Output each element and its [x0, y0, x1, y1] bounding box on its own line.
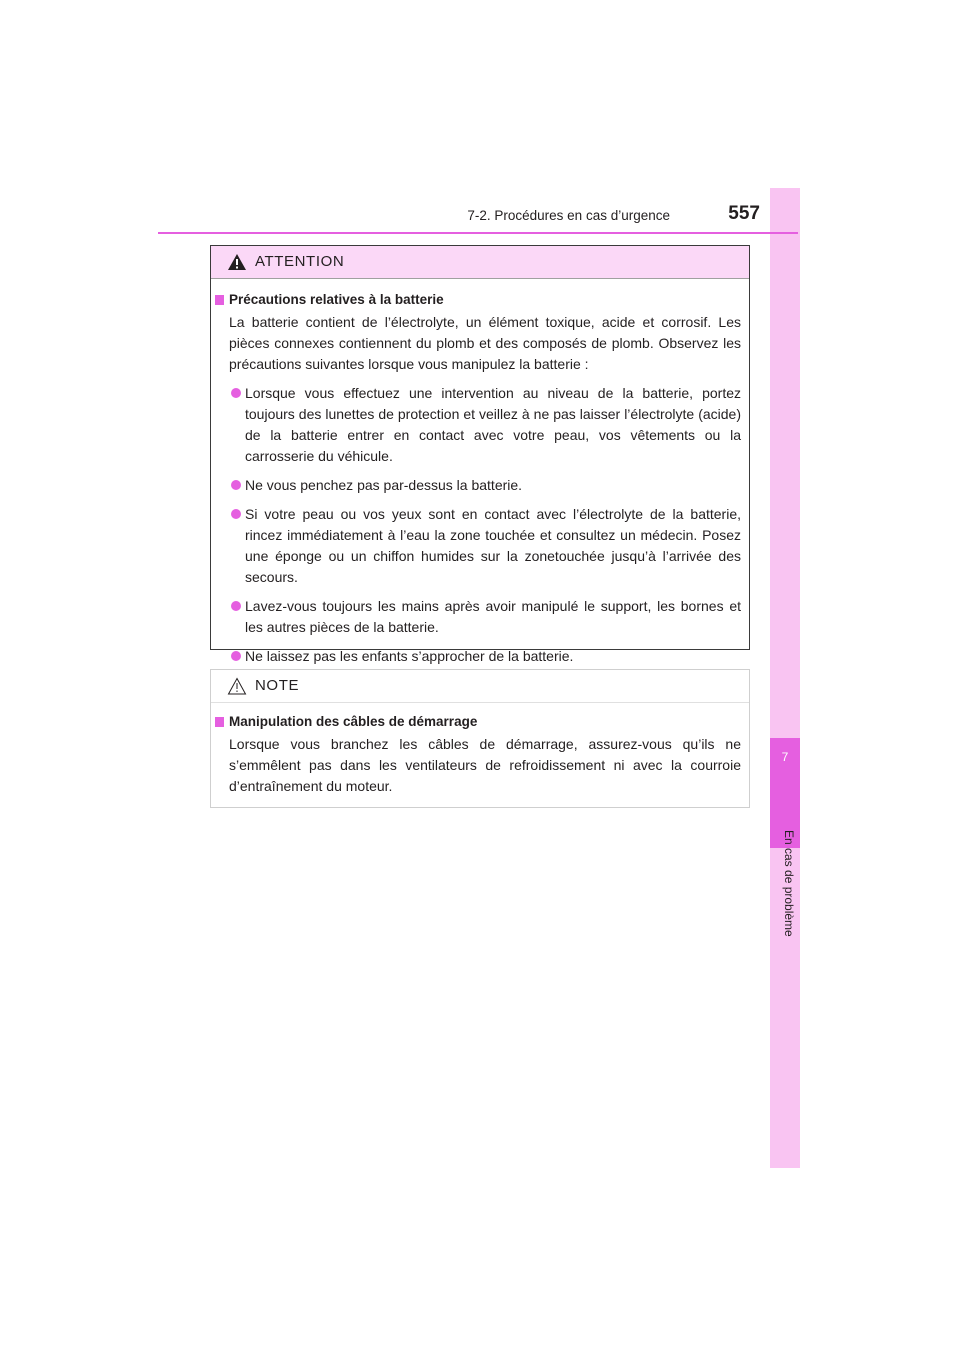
header-rule: [158, 232, 798, 234]
warning-box: [210, 245, 750, 664]
warning-triangle-icon: [227, 253, 247, 271]
page-number: 557: [728, 203, 760, 224]
warning-bullet: Ne laissez pas les enfants s’approcher de la batterie.: [215, 646, 745, 667]
warning-bullet: Lavez-vous toujours les mains après avoir manipulé le support, les bornes et les autres pièces de la batterie.: [215, 596, 745, 638]
bullet-dot-icon: [231, 601, 241, 611]
caution-outline-triangle-icon: [227, 677, 247, 695]
note-box-header: [211, 670, 749, 703]
warning-heading: ATTENTION: [255, 253, 345, 270]
warning-box-header: [211, 246, 749, 279]
warning-bullet: Si votre peau ou vos yeux sont en contact avec l’électrolyte de la batterie, rincez immédiatement à l’eau la zone touchée et consultez un médecin. Posez une éponge ou un chiffon humides sur la zonetouchée jusqu’à l’arrivée des secours.: [215, 504, 745, 588]
warning-bullet: Lorsque vous effectuez une intervention au niveau de la batterie, portez toujours des lunettes de protection et veillez à ne pas laisser l’électrolyte (acide) de la batterie entrer en contact avec votre peau, vos vêtements ou la carrosserie du véhicule.: [215, 383, 745, 467]
section-square-icon: [215, 717, 224, 727]
bullet-dot-icon: [231, 388, 241, 398]
warning-intro: La batterie contient de l’électrolyte, un élément toxique, acide et corrosif. Les pièces connexes contiennent du plomb et des composés de plomb. Observez les précautions suivantes lorsque vous manipulez la batterie :: [229, 314, 741, 372]
note-heading: NOTE: [255, 677, 300, 694]
note-section-title: Manipulation des câbles de démarrage: [215, 712, 745, 732]
warning-section: [215, 290, 745, 667]
chapter-title: En cas de problème: [782, 830, 796, 937]
note-section: [215, 712, 745, 797]
note-text: Lorsque vous branchez les câbles de démarrage, assurez-vous qu’ils ne s’emmêlent pas dans les ventilateurs de refroidissement ni avec la courroie d’entraînement du moteur.: [229, 736, 741, 794]
chapter-side-tab: [770, 188, 800, 1168]
section-square-icon: [215, 295, 224, 305]
warning-section-title: Précautions relatives à la batterie: [215, 290, 745, 310]
warning-bullet: Ne vous penchez pas par-dessus la batterie.: [215, 475, 745, 496]
bullet-dot-icon: [231, 509, 241, 519]
chapter-number: 7: [781, 750, 789, 764]
bullet-dot-icon: [231, 480, 241, 490]
section-header: 7-2. Procédures en cas d’urgence: [467, 208, 670, 223]
bullet-dot-icon: [231, 651, 241, 661]
note-box: [210, 669, 750, 808]
